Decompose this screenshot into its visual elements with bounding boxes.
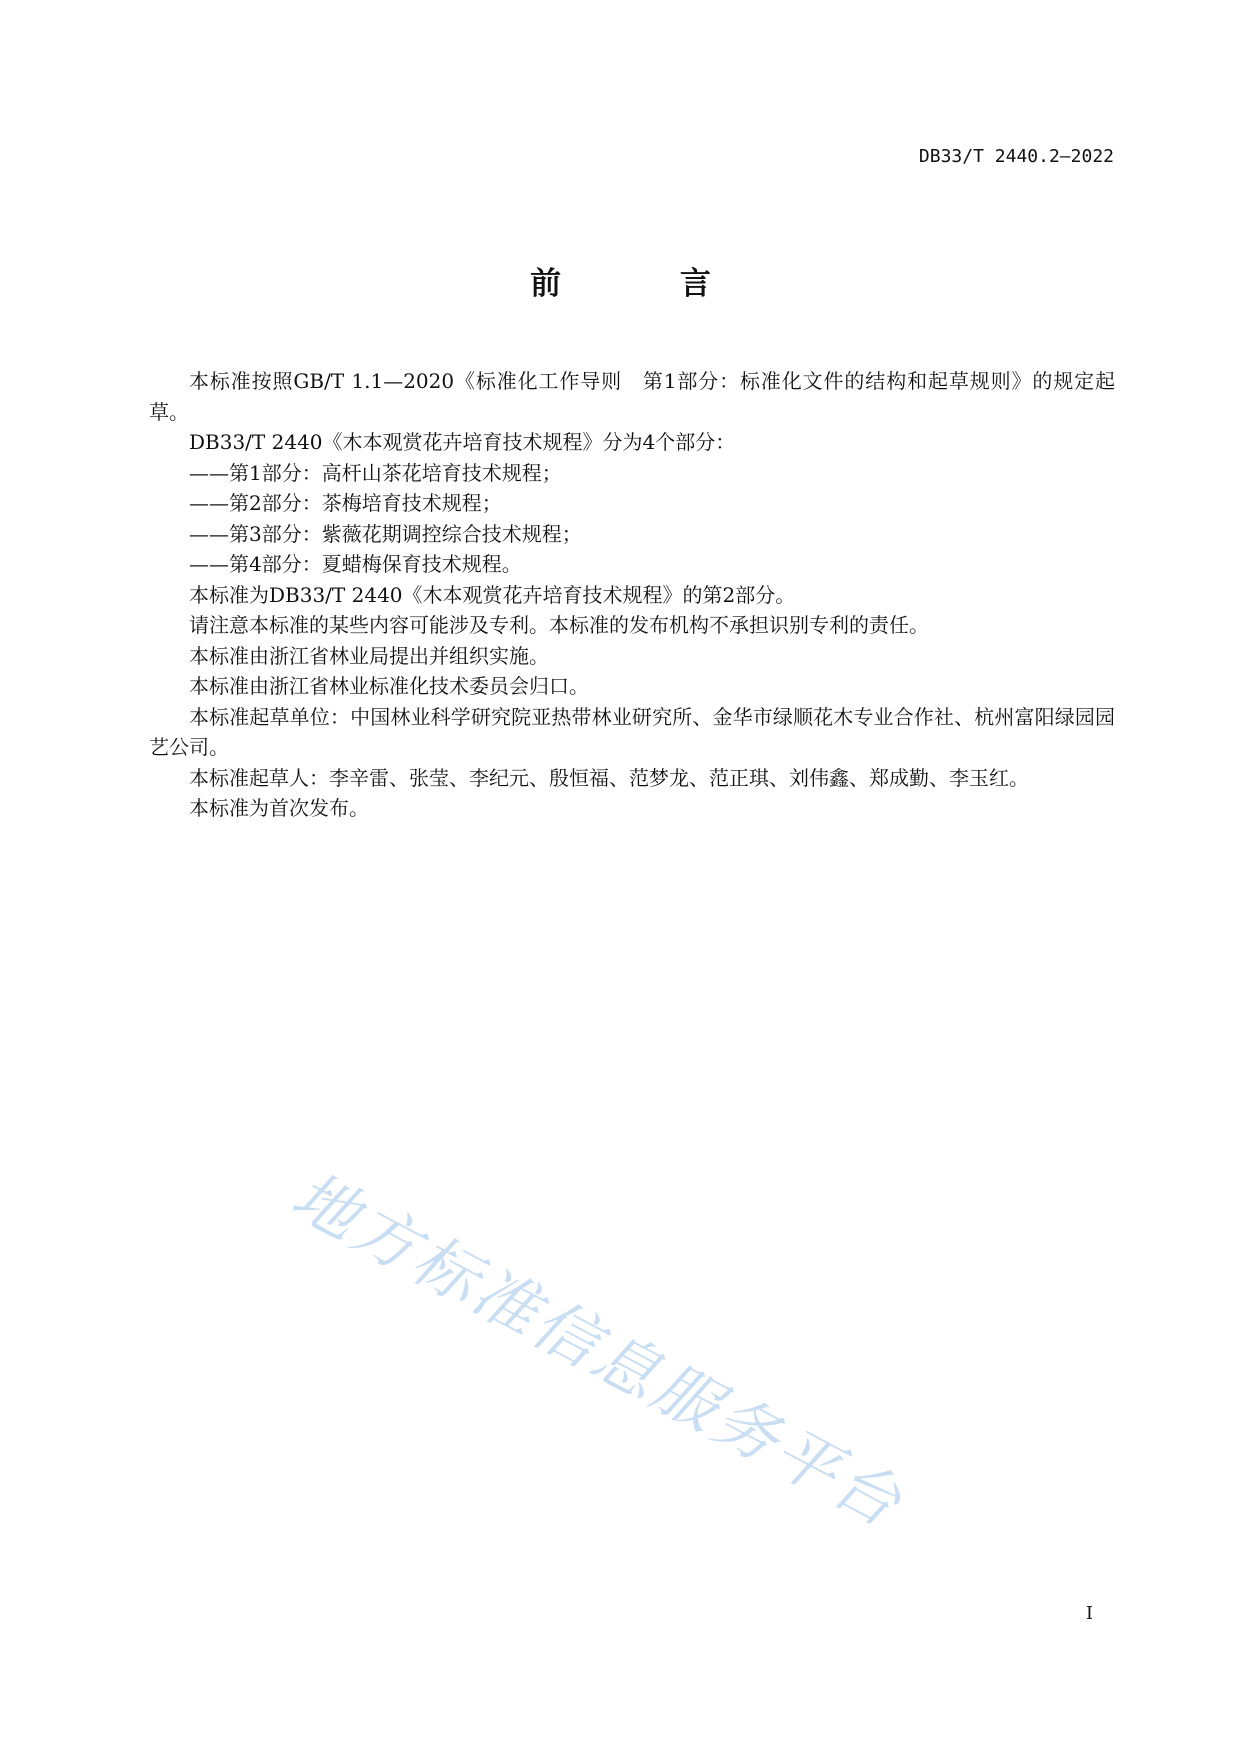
paragraph-committee: 本标准由浙江省林业标准化技术委员会归口。 (189, 674, 589, 698)
paragraph-first-release: 本标准为首次发布。 (189, 796, 369, 820)
paragraph-parts-intro: DB33/T 2440《木本观赏花卉培育技术规程》分为4个部分： (189, 430, 736, 454)
paragraph-this-part: 本标准为DB33/T 2440《木本观赏花卉培育技术规程》的第2部分。 (189, 582, 796, 607)
list-item-part-4: ——第4部分：夏蜡梅保育技术规程。 (189, 552, 522, 576)
list-item-part-1: ——第1部分：高杆山茶花培育技术规程； (189, 460, 562, 485)
page-number: I (1085, 1603, 1093, 1624)
paragraph-proposer: 本标准由浙江省林业局提出并组织实施。 (189, 643, 549, 668)
paragraph-drafters: 本标准起草人：李辛雷、张莹、李纪元、殷恒福、范梦龙、范正琪、刘伟鑫、郑成勤、李玉红。 (189, 765, 1029, 790)
paragraph-patent-notice: 请注意本标准的某些内容可能涉及专利。本标准的发布机构不承担识别专利的责任。 (189, 613, 929, 637)
paragraph-drafting-rules: 本标准按照GB/T 1.1—2020《标准化工作导则 第1部分：标准化文件的结构和起草规则》的规定起草。 (149, 369, 1115, 424)
foreword-body (149, 366, 1115, 824)
watermark: 地方标准信息服务平台 (279, 1158, 915, 1544)
paragraph-drafting-units: 本标准起草单位：中国林业科学研究院亚热带林业研究所、金华市绿顺花木专业合作社、杭州富阳绿园园艺公司。 (149, 704, 1115, 759)
document-code: DB33/T 2440.2—2022 (918, 146, 1114, 167)
list-item-part-2: ——第2部分：茶梅培育技术规程； (189, 491, 502, 515)
list-item-part-3: ——第3部分：紫薇花期调控综合技术规程； (189, 521, 582, 546)
page-title: 前 言 (530, 266, 765, 302)
